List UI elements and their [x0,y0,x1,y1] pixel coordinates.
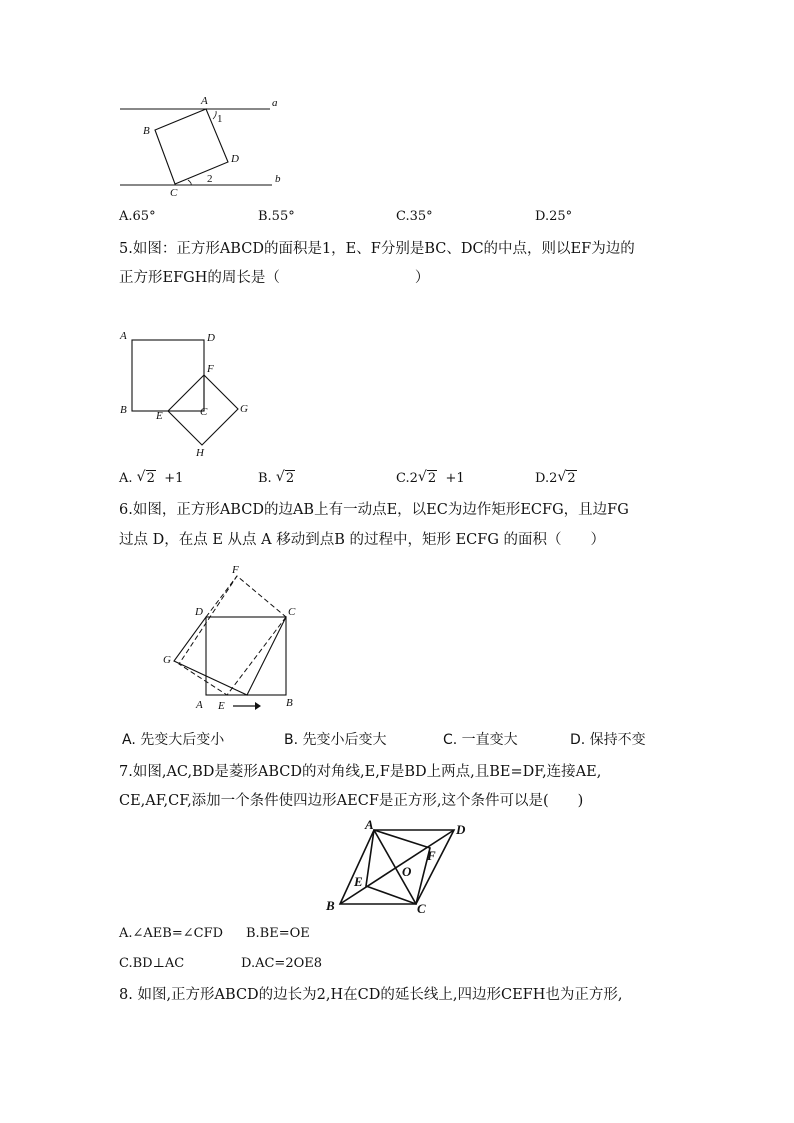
q6-label-G: G [163,654,171,666]
q6-line-2: 过点 D，在点 E 从点 A 移动到点B 的过程中，矩形 ECFG 的面积（ ） [119,532,606,548]
q7-label-O: O [402,864,412,879]
q4-label-D: D [231,153,239,165]
q5-figure [112,325,262,460]
q4-label-B: B [143,125,150,137]
q6-figure [155,560,315,715]
q6-label-D: D [195,606,203,618]
q5-line-2-text: 正方形EFGH的周长是（ [119,270,280,286]
q7-option-b: B.BE=OE [246,926,310,941]
q4-option-a: A.65° [119,209,156,224]
q5-label-D: D [207,332,215,344]
q5-option-a: A. √ 2 +1 [119,470,183,488]
q5-label-F: F [207,363,214,375]
q4-label-A: A [201,95,208,107]
q5-label-B: B [120,404,127,416]
q8-line-1: 8. 如图,正方形ABCD的边长为2,H在CD的延长线上,四边形CEFH也为正方形, [119,987,623,1003]
q4-label-b: b [275,173,281,185]
q4-option-b: B.55° [258,209,295,224]
q5-label-G: G [240,403,248,415]
q4-label-2: 2 [207,173,213,185]
q4-label-C: C [170,187,178,199]
q7-label-D: D [456,822,466,837]
q5-label-A: A [120,330,127,342]
q5-option-b: B. √ 2 [258,470,295,488]
q7-label-B: B [326,898,335,913]
q7-label-F: F [427,848,436,863]
q5-option-d: D.2√ 2 [535,470,577,488]
q5-label-C: C [200,406,208,418]
q5-line-1: 5.如图：正方形ABCD的面积是1，E、F分别是BC、DC的中点，则以EF为边的 [119,241,635,257]
q7-figure [318,818,478,918]
q6-option-d: D. 保持不变 [570,732,646,748]
q4-option-c: C.35° [396,209,433,224]
q4-option-d: D.25° [535,209,573,224]
q6-arrow-icon [255,702,261,710]
q5-label-H: H [196,447,204,459]
q6-label-C: C [288,606,296,618]
q5-line-2 [119,268,429,288]
q5-line-2-end: ） [414,270,430,286]
q7-option-d: D.AC=2OE8 [241,956,323,971]
q5-option-c: C.2√ 2 +1 [396,470,465,488]
q7-label-E: E [354,874,363,889]
q6-label-B: B [286,697,293,709]
q4-figure [110,92,300,202]
q7-label-C: C [417,901,426,916]
q6-option-a: A. 先变大后变小 [122,732,225,748]
q4-label-a: a [272,97,278,109]
q6-option-b: B. 先变小后变大 [284,732,387,748]
q6-label-E: E [218,700,225,712]
q7-line-2: CE,AF,CF,添加一个条件使四边形AECF是正方形,这个条件可以是( ) [119,793,584,809]
q7-option-c: C.BD⊥AC [119,956,185,971]
q5-label-E: E [156,410,163,422]
q6-label-F: F [232,564,239,576]
q7-label-A: A [365,818,374,832]
q6-line-1: 6.如图，正方形ABCD的边AB上有一动点E，以EC为边作矩形ECFG，且边FG [119,502,629,518]
q4-label-1: 1 [217,113,223,125]
q7-line-1: 7.如图,AC,BD是菱形ABCD的对角线,E,F是BD上两点,且BE=DF,连接AE, [119,764,602,780]
q6-option-c: C. 一直变大 [443,732,518,748]
q7-option-a: A.∠AEB=∠CFD [119,926,224,941]
q6-label-A: A [196,699,203,711]
